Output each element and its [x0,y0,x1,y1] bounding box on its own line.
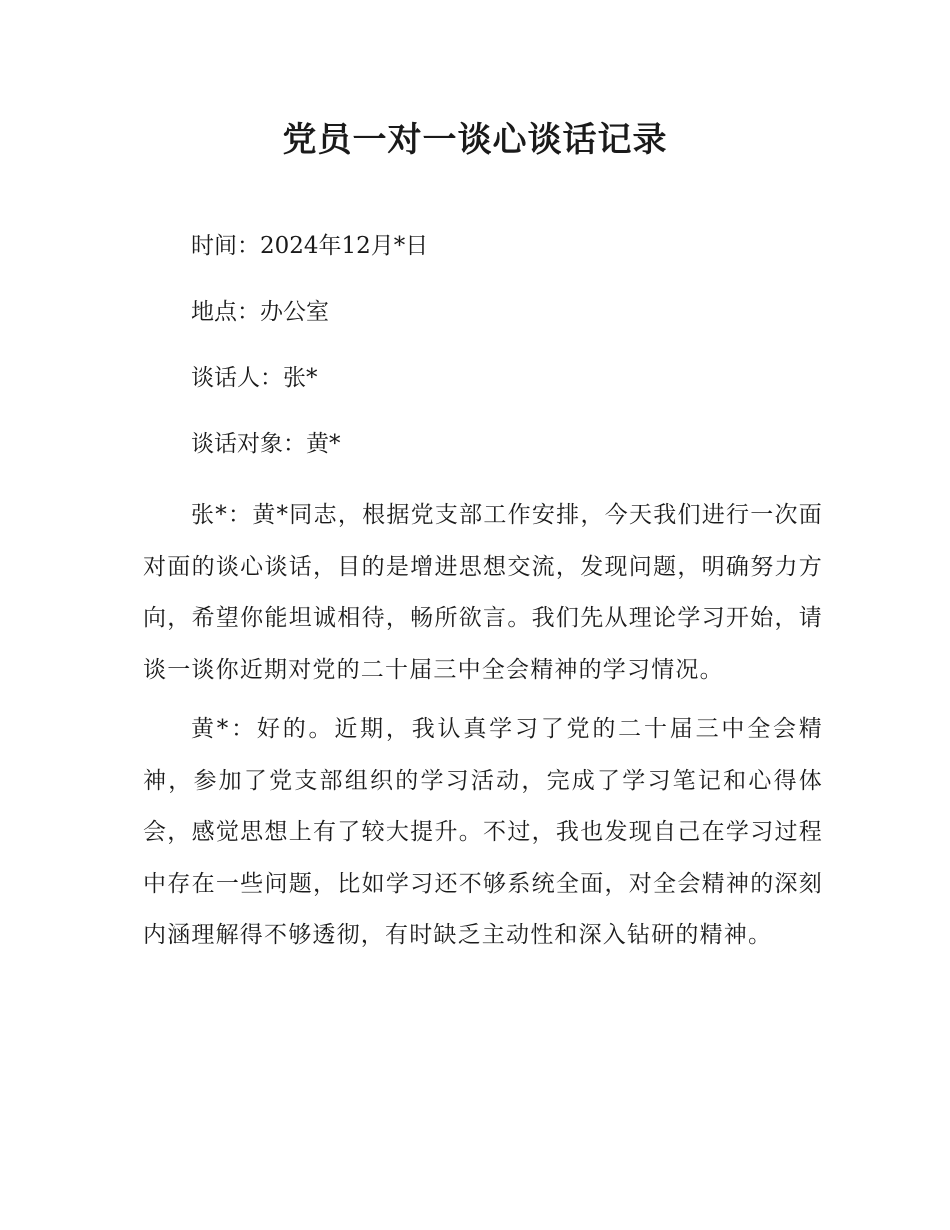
meta-speaker: 谈话人：张* [191,365,318,391]
meta-target: 谈话对象：黄* [191,431,341,457]
meta-place: 地点：办公室 [191,299,329,325]
document-body [143,226,823,970]
meta-time: 时间：2024年12月*日 [191,233,429,259]
paragraph-target-response: 黄*：好的。近期，我认真学习了党的二十届三中全会精神，参加了党支部组织的学习活动，完成了学习笔记和心得体会，感觉思想上有了较大提升。不过，我也发现自己在学习过程中存在一些问题，比如学习还不够系统全面，对全会精神的深刻内涵理解得不够透彻，有时缺乏主动性和深入钻研的精神。 [143,716,823,948]
paragraph-speaker-opening: 张*：黄*同志，根据党支部工作安排，今天我们进行一次面对面的谈心谈话，目的是增进思想交流，发现问题，明确努力方向，希望你能坦诚相待，畅所欲言。我们先从理论学习开始，请谈一谈你近期对党的二十届三中全会精神的学习情况。 [143,502,823,683]
document-title: 党员一对一谈心谈话记录 [282,120,668,160]
